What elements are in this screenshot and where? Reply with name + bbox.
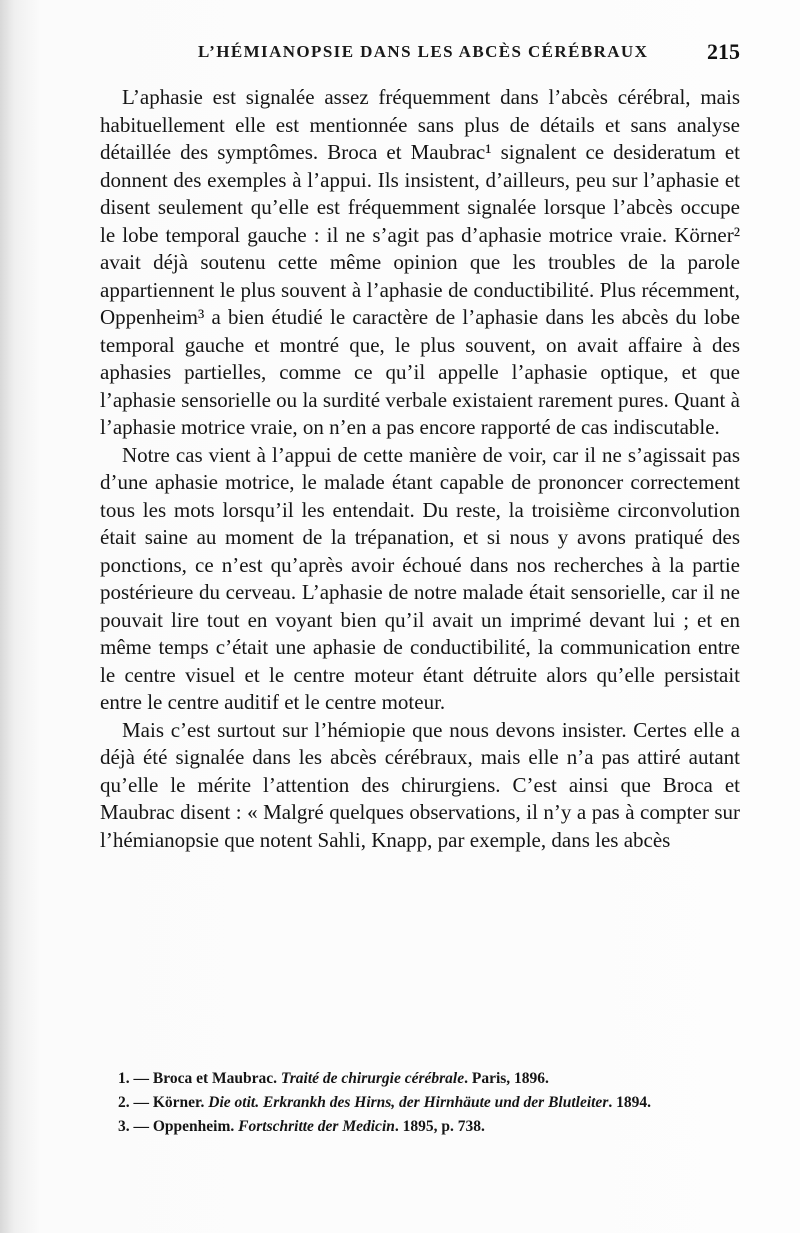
paragraph: Mais c’est surtout sur l’hémiopie que nous devons insister. Certes elle a déjà été signalée dans les abcès cérébraux, mais elle n’a pas attiré autant qu’elle le mérite l’attention des chirurgiens. C’est ainsi que Broca et Maubrac disent : « Malgré quelques observations, il n’y a pas à compter sur l’hémianopsie que notent Sahli, Knapp, par exemple, dans les abcès <box>100 717 740 852</box>
footnotes <box>100 1068 740 1140</box>
footnote-author: — Oppenheim. <box>133 1118 239 1135</box>
footnote-title: Fortschritte der Medicin <box>238 1118 395 1135</box>
footnote-title: Traité de chirurgie cérébrale <box>280 1070 465 1087</box>
footnote-number: 2. <box>118 1094 130 1111</box>
paragraph: L’aphasie est signalée assez fréquemment dans l’abcès cérébral, mais habituellement elle est mentionnée sans plus de détails et sans analyse détaillée des symptômes. Broca et Maubrac¹ signalent ce desideratum et donnent des exemples à l’appui. Ils insistent, d’ailleurs, peu sur l’aphasie et disent seulement qu’elle est fréquemment signalée lorsque l’abcès occupe le lobe temporal gauche : il ne s’agit pas d’aphasie motrice vraie. Körner² avait déjà soutenu cette même opinion que les troubles de la parole appartiennent le plus souvent à l’aphasie de conductibilité. Plus récemment, Oppenheim³ a bien étudié le caractère de l’aphasie dans les abcès du lobe temporal gauche et montré que, le plus souvent, on avait affaire à des aphasies partielles, comme ce qu’il appelle l’aphasie optique, et que l’aphasie sensorielle ou la surdité verbale existaient rarement pures. Quant à l’aphasie motrice vraie, on n’en a pas encore rapporté de cas indiscutable. <box>100 85 740 439</box>
footnote-number: 3. <box>118 1118 130 1135</box>
footnote-author: — Körner. <box>133 1094 209 1111</box>
footnote-author: — Broca et Maubrac. <box>133 1070 281 1087</box>
footnote <box>100 1116 740 1138</box>
footnote <box>100 1068 740 1090</box>
footnote <box>100 1092 740 1114</box>
running-header <box>100 39 740 66</box>
footnote-publication: . Paris, 1896. <box>464 1070 549 1087</box>
footnote-publication: . 1895, p. 738. <box>394 1118 485 1135</box>
footnote-number: 1. <box>118 1070 130 1087</box>
paragraph: Notre cas vient à l’appui de cette manière de voir, car il ne s’agissait pas d’une aphasie motrice, le malade étant capable de prononcer correctement tous les mots lorsqu’il les entendait. Du reste, la troisième circonvolution était saine au moment de la trépanation, et si nous y avons pratiqué des ponctions, ce n’est qu’après avoir échoué dans nos recherches à la partie postérieure du cerveau. L’aphasie de notre malade était sensorielle, car il ne pouvait lire tout en voyant bien qu’il avait un imprimé devant lui ; et en même temps c’était une aphasie de conductibilité, la communication entre le centre visuel et le centre moteur étant détruite alors qu’elle persistait entre le centre auditif et le centre moteur. <box>100 442 740 714</box>
body-text <box>100 84 740 854</box>
footnote-publication: . 1894. <box>608 1094 651 1111</box>
page-number: 215 <box>707 39 740 64</box>
running-title: L’HÉMIANOPSIE DANS LES ABCÈS CÉRÉBRAUX <box>198 42 649 61</box>
footnote-title: Die otit. Erkrankh des Hirns, der Hirnhäute und der Blutleiter <box>208 1094 609 1111</box>
